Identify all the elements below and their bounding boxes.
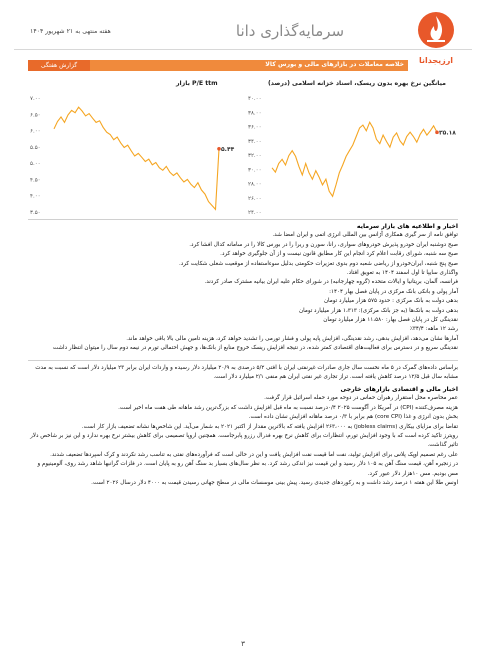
chart-divider [28, 219, 458, 220]
paragraph: واگذاری سایپا تا اول اسفند ۱۴۰۴ به تعویق افتاد. [346, 270, 458, 277]
chart-title-interest: میانگین نرخ بهره بدون ریسک، اسناد خزانه اسلامی (درصد) [267, 80, 446, 87]
series-line [272, 122, 437, 196]
page-number: ۳ [241, 640, 245, 648]
y-tick-label: ۲۴.۰۰ [248, 210, 262, 216]
paragraph: صبح دوشنبه ایران خودرو پذیرش خودروهای سواری، رانا، سورن و ریرا را در بورس کالا را در سامانه کدال افشا کرد. [189, 241, 458, 248]
report-date: هفته منتهی به ۲۱ شهریور ۱۴۰۴ [30, 28, 111, 35]
pe-chart [28, 92, 243, 218]
y-tick-label: ۵.۵۰ [30, 144, 41, 151]
paragraph: براساس داده‌های گمرک در ۵ ماه نخست سال جاری صادرات غیرنفتی ایران با افتی ۵/۲ درصدی به ۲۰/۹ میلیارد دلار رسیده و واردات ایران برابر ۲۳ میلیارد دلار است که نسبت به مدت مشابه سال قبل ۱۲/۵ درصد کاهش یافته است. تراز تجاری غیر نفتی ایران هم منفی ۲/۱ میلیارد دلار است. [35, 365, 458, 381]
logo-text: ارزیجدانا [418, 56, 454, 65]
paragraph: هزینه مصرف‌کننده (CPI) در آمریکا در آگوست ۲۰۲۵ ۰/۴درصد نسبت به ماه قبل افزایش داشت که بزرگ‌ترین رشد ماهانه طی هفت ماه اخیر است. [118, 404, 458, 411]
y-tick-label: ۶.۵۰ [30, 112, 41, 119]
y-tick-label: ۳.۵۰ [30, 210, 41, 216]
report-label: گزارش هفتگی [28, 60, 90, 71]
header-divider [14, 49, 472, 50]
paragraph: آمارها نشان می‌دهد، افزایش بدهی، رشد نقدینگی، افزایش پایه پولی و فشار تورمی را تشدید خواهد کرد، هزینه تامین مالی بالا باقی خواهد ماند. [126, 335, 458, 342]
chart-title-pe: P/E ttm بازار [176, 80, 218, 87]
y-tick-label: ۳۰.۰۰ [248, 167, 262, 174]
y-tick-label: ۴.۰۰ [30, 193, 41, 200]
paragraph: عمر محاصره محل استقرار رهبران حماس در دوحه مورد حمله اسرائیل قرار گرفت. [264, 395, 458, 402]
paragraph: صبح پنج شنبه، ایران‌خودرو از ریاضی شعبه دوم بدوی تعزیرات حکومتی بدلیل سوءاستفاده از موقعیت شغلی شکایت کرد. [179, 260, 458, 267]
company-logo [406, 10, 466, 72]
section-divider [28, 360, 458, 361]
paragraph: فرانسه، آلمان، بریتانیا و ایالات متحده (گروه چهارجانبه) در شورای حکام علیه ایران بیانیه مشترک صادر کردند. [204, 279, 458, 286]
paragraph: رشد ۱۲ ماهه: ۳۴/۴٪ [409, 326, 458, 333]
y-tick-label: ۵.۰۰ [30, 161, 41, 168]
paragraph: بدهی دولت به بانک‌ها (به جز بانک مرکزی): ۱،۳۱۳ هزار میلیارد تومان [299, 307, 458, 314]
y-tick-label: ۴۰.۰۰ [248, 96, 262, 102]
section-heading: اخبار و اطلاعیه های بازار سرمایه [356, 223, 458, 230]
paragraph: اونس طلا این هفته ۱ درصد رشد داشت و به رکوردهای جدیدی رسید. پیش بینی موسسات مالی در سطح جهانی رسیدن قیمت به ۴۰۰۰ دلار درسال ۲۰۲۶ است. [91, 480, 458, 487]
series-line [54, 107, 219, 209]
y-tick-label: ۴.۵۰ [30, 177, 41, 184]
y-tick-label: ۲۶.۰۰ [248, 195, 262, 202]
y-tick-label: ۳۲.۰۰ [248, 153, 262, 159]
interest-rate-chart [246, 92, 461, 218]
paragraph: توافق نامه از سر گیری همکاری آژانس بین المللی انرژی اتمی و ایران امضا شد. [272, 232, 458, 239]
capital-market-news [26, 222, 458, 354]
trade-statistics [26, 364, 458, 383]
y-tick-label: ۳۴.۰۰ [248, 138, 262, 145]
foreign-markets-news [26, 385, 458, 488]
y-tick-label: ۳۶.۰۰ [248, 124, 262, 131]
y-tick-label: ۲۸.۰۰ [248, 181, 262, 188]
section-heading: اخبار مالی و اقتصادی بازارهای خارجی [340, 386, 458, 393]
flame-logo-icon [416, 10, 456, 50]
section-title: خلاصه معاملات در بازارهای مالی و بورس کالا [265, 61, 404, 68]
paragraph: در زنجیره آهن، قیمت سنگ آهن به ۱۰۵ دلار رسید و این قیمت نیز اندکی رشد کرد. به نظر سال‌های بسیار بد سنگ آهن رو به پایان است. در فلزات گرانبها شاهد رشد روی، آلومینیوم و مس بودیم. مس ۱۰هزار دلار عبور کرد. [37, 461, 458, 477]
paragraph: نقدینگی کل در پایان فصل بهار: ۱۱،۵۸۰ هزار میلیارد تومان [323, 317, 458, 324]
paragraph: بدهی دولت به بانک مرکزی : حدود ۵۷۵ هزار میلیارد تومان [323, 298, 458, 305]
brand-name: سرمایه‌گذاری دانا [235, 22, 345, 40]
paragraph: رویترز تاکید کرده است که با وجود افزایش تورم، انتظارات برای کاهش نرخ بهره فدرال رزرو پابرجاست. همچنین اروپا تصمیمی برای کاهش بیشتر نرخ بهره ندارد و این نیز بر شاخص دلار تاثیر گذاشت. [30, 433, 458, 449]
paragraph: بخش بدون انرژی و غذا (core CPI) هم برابر با ۰/۳ درصد ماهانه افزایش نشان داده است. [248, 414, 458, 421]
paragraph: نقدینگی سریع و در دسترس برای فعالیت‌های اقتصادی کمتر شده، در نتیجه افزایش ریسک خروج منابع از بانک‌ها، و جهش احتمالی تورم در نیمه دوم سال را میتوان انتظار داشت [52, 345, 458, 352]
y-tick-label: ۳۸.۰۰ [248, 110, 262, 117]
paragraph: صبح سه شنبه، شورای رقابت اعلام کرد انجام این کار مطابق قانون نیست و از آن جلوگیری خواهد کرد. [220, 251, 458, 258]
last-value-label: ۵.۴۴ [221, 145, 235, 153]
paragraph: تقاضا برای مزایای بیکاری (jobless claims) به ۲۶۳،۰۰۰ افزایش یافته که بالاترین مقدار از اکتبر ۲۰۲۱ به شمار می‌آید. این شاخص‌ها نشانه تضعیف بازار کار است. [81, 423, 458, 430]
paragraph: علی رغم تصمیم اوپک پلاس برای افزایش تولید، نفت اما قیمت نفت افزایش یافت و این در حالی است که فرآورده‌های نفتی به تناسب رشد نکردند و کرک اسپردها تضعیف شدند. [50, 451, 458, 458]
last-value-label: ۳۵.۱۸ [439, 129, 456, 137]
y-tick-label: ۷.۰۰ [30, 96, 41, 102]
y-tick-label: ۶.۰۰ [30, 128, 41, 135]
paragraph: آمار پولی و بانکی بانک مرکزی در پایان فصل بهار ۱۴۰۴: [329, 288, 458, 295]
